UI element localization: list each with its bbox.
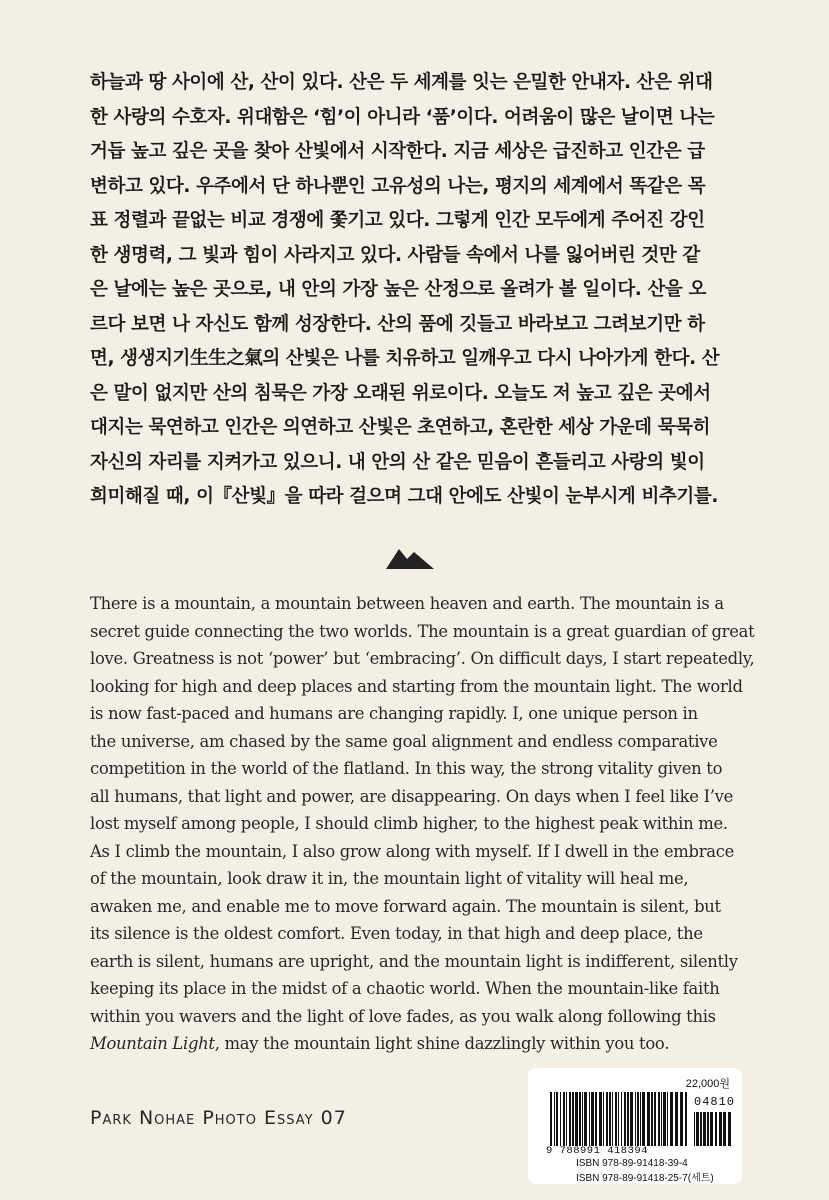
barcode-stripe xyxy=(654,1092,656,1146)
korean-line: 면, 생생지기生生之氣의 산빛은 나를 치유하고 일깨우고 다시 나아가게 한다. 산 xyxy=(90,348,720,369)
barcode-stripe xyxy=(667,1092,668,1146)
barcode-stripe xyxy=(609,1092,611,1146)
english-line: keeping its place in the midst of a chaotic world. When the mountain-like faith xyxy=(90,979,720,998)
english-line: the universe, am chased by the same goal alignment and endless comparative xyxy=(90,731,718,751)
english-last-line-rest: , may the mountain light shine dazzlingly within you too. xyxy=(214,1034,670,1053)
barcode-stripe xyxy=(624,1092,626,1146)
barcode-stripe xyxy=(685,1092,687,1146)
english-line: There is a mountain, a mountain between heaven and earth. The mountain is a xyxy=(90,594,724,613)
english-line: all humans, that light and power, are disappearing. On days when I feel like I’ve xyxy=(90,786,734,806)
korean-line: 변하고 있다. 우주에서 단 하나뿐인 고유성의 나는, 평지의 세계에서 똑같은 목 xyxy=(90,175,706,197)
barcode-stripe xyxy=(606,1092,608,1146)
korean-line: 하늘과 땅 사이에 산, 산이 있다. 산은 두 세계를 잇는 은밀한 안내자. 산은 위대 xyxy=(90,72,713,93)
barcode-stripe xyxy=(710,1112,713,1146)
isbn-number: ISBN 978-89-91418-39-4 xyxy=(576,1158,688,1169)
korean-text-block xyxy=(90,66,740,515)
barcode-stripe xyxy=(637,1092,639,1146)
isbn-set-number: ISBN 978-89-91418-25-7(세트) xyxy=(576,1173,714,1184)
english-last-line xyxy=(90,1030,750,1058)
barcode-stripe xyxy=(635,1092,636,1146)
barcode-stripe xyxy=(700,1112,702,1146)
ean-number: 9 788991 418394 xyxy=(546,1145,649,1157)
barcode-stripe xyxy=(696,1112,699,1146)
mountain-icon xyxy=(386,545,434,569)
barcode-stripe xyxy=(599,1092,602,1146)
barcode-stripe xyxy=(618,1092,619,1146)
barcode-stripe xyxy=(647,1092,650,1146)
barcode-stripe xyxy=(556,1092,558,1146)
barcode-stripe xyxy=(728,1112,731,1146)
barcode-stripe xyxy=(715,1112,717,1146)
barcode-stripe xyxy=(675,1092,678,1146)
barcode-stripe xyxy=(566,1092,567,1146)
addon-code: 04810 xyxy=(694,1095,736,1109)
english-line: looking for high and deep places and starting from the mountain light. The world xyxy=(90,676,743,696)
korean-line: 한 사랑의 수호자. 위대함은 ‘힘’이 아니라 ‘품’이다. 어려움이 많은 날이면 나는 xyxy=(90,106,715,128)
barcode-stripe xyxy=(642,1092,645,1146)
barcode-stripe xyxy=(621,1092,622,1146)
korean-line: 한 생명력, 그 빛과 힘이 사라지고 있다. 사람들 속에서 나를 잃어버린 것만 같 xyxy=(90,244,700,266)
korean-line: 거듭 높고 깊은 곳을 찾아 산빛에서 시작한다. 지금 세상은 급진하고 인간은 급 xyxy=(90,141,705,162)
series-title: Park Nohae Photo Essay 07 xyxy=(90,1107,347,1129)
korean-line: 희미해질 때, 이『산빛』을 따라 걸으며 그대 안에도 산빛이 눈부시게 비추기를. xyxy=(90,486,718,507)
english-line: its silence is the oldest comfort. Even today, in that high and deep place, the xyxy=(90,924,703,943)
barcode-stripe xyxy=(584,1092,587,1146)
barcode-stripe xyxy=(603,1092,604,1146)
barcode-stripe xyxy=(563,1092,565,1146)
english-line: love. Greatness is not ‘power’ but ‘embracing’. On difficult days, I start repeatedly, xyxy=(90,649,755,668)
barcode-stripe xyxy=(595,1092,597,1146)
english-line: awaken me, and enable me to move forward again. The mountain is silent, but xyxy=(90,896,721,916)
barcode-stripe xyxy=(589,1092,590,1146)
price-label: 22,000원 xyxy=(685,1078,730,1090)
english-line: of the mountain, look draw it in, the mountain light of vitality will heal me, xyxy=(90,869,689,888)
korean-line: 은 날에는 높은 곳으로, 내 안의 가장 높은 산정으로 올려가 볼 일이다. 산을 오 xyxy=(90,279,706,300)
barcode-stripe xyxy=(554,1092,555,1146)
barcode-stripe xyxy=(627,1092,629,1146)
addon-barcode-icon xyxy=(694,1112,732,1146)
barcode-stripe xyxy=(575,1092,578,1146)
barcode-stripe xyxy=(630,1092,633,1146)
barcode-stripe xyxy=(591,1092,594,1146)
barcode-stripe xyxy=(719,1112,722,1146)
barcode-stripe xyxy=(663,1092,666,1146)
barcode-stripe xyxy=(651,1092,653,1146)
english-line: secret guide connecting the two worlds. The mountain is a great guardian of great xyxy=(90,621,755,641)
book-title-italic: Mountain Light xyxy=(90,1034,215,1053)
barcode-stripe xyxy=(572,1092,574,1146)
barcode-icon xyxy=(550,1092,688,1146)
korean-line: 르다 보면 나 자신도 함께 성장한다. 산의 품에 깃들고 바라보고 그려보기만 하 xyxy=(90,313,705,335)
english-line: is now fast-paced and humans are changing rapidly. I, one unique person in xyxy=(90,704,698,723)
barcode-stripe xyxy=(723,1112,726,1146)
barcode-stripe xyxy=(569,1092,571,1146)
english-line: within you wavers and the light of love fades, as you walk along following this xyxy=(90,1006,716,1026)
barcode-stripe xyxy=(670,1092,673,1146)
barcode-stripe xyxy=(550,1092,552,1146)
korean-line: 은 말이 없지만 산의 침묵은 가장 오래된 위로이다. 오늘도 저 높고 깊은 곳에서 xyxy=(90,382,711,404)
barcode-stripe xyxy=(694,1112,695,1146)
korean-line: 자신의 자리를 지켜가고 있으니. 내 안의 산 같은 믿음이 흔들리고 사랑의 빛이 xyxy=(90,451,705,473)
english-text-block xyxy=(90,590,755,1058)
english-line: lost myself among people, I should climb higher, to the highest peak within me. xyxy=(90,814,728,833)
barcode-stripe xyxy=(703,1112,706,1146)
barcode-stripe xyxy=(615,1092,617,1146)
barcode-stripe xyxy=(640,1092,641,1146)
barcode-label xyxy=(528,1068,742,1184)
barcode-stripe xyxy=(579,1092,581,1146)
english-line: earth is silent, humans are upright, and the mountain light is indifferent, silently xyxy=(90,951,738,971)
barcode-stripe xyxy=(707,1112,709,1146)
barcode-stripe xyxy=(582,1092,583,1146)
barcode-stripe xyxy=(680,1092,683,1146)
barcode-stripe xyxy=(658,1092,660,1146)
barcode-stripe xyxy=(661,1092,662,1146)
barcode-stripe xyxy=(612,1092,613,1146)
barcode-stripe xyxy=(560,1092,561,1146)
english-line: competition in the world of the flatland. In this way, the strong vitality given to xyxy=(90,759,723,778)
english-line: As I climb the mountain, I also grow along with myself. If I dwell in the embrace xyxy=(90,841,734,861)
korean-line: 대지는 묵연하고 인간은 의연하고 산빛은 초연하고, 혼란한 세상 가운데 묵묵히 xyxy=(90,417,711,438)
korean-line: 표 정렬과 끝없는 비교 경쟁에 쫓기고 있다. 그렇게 인간 모두에게 주어진 강인 xyxy=(90,210,705,231)
